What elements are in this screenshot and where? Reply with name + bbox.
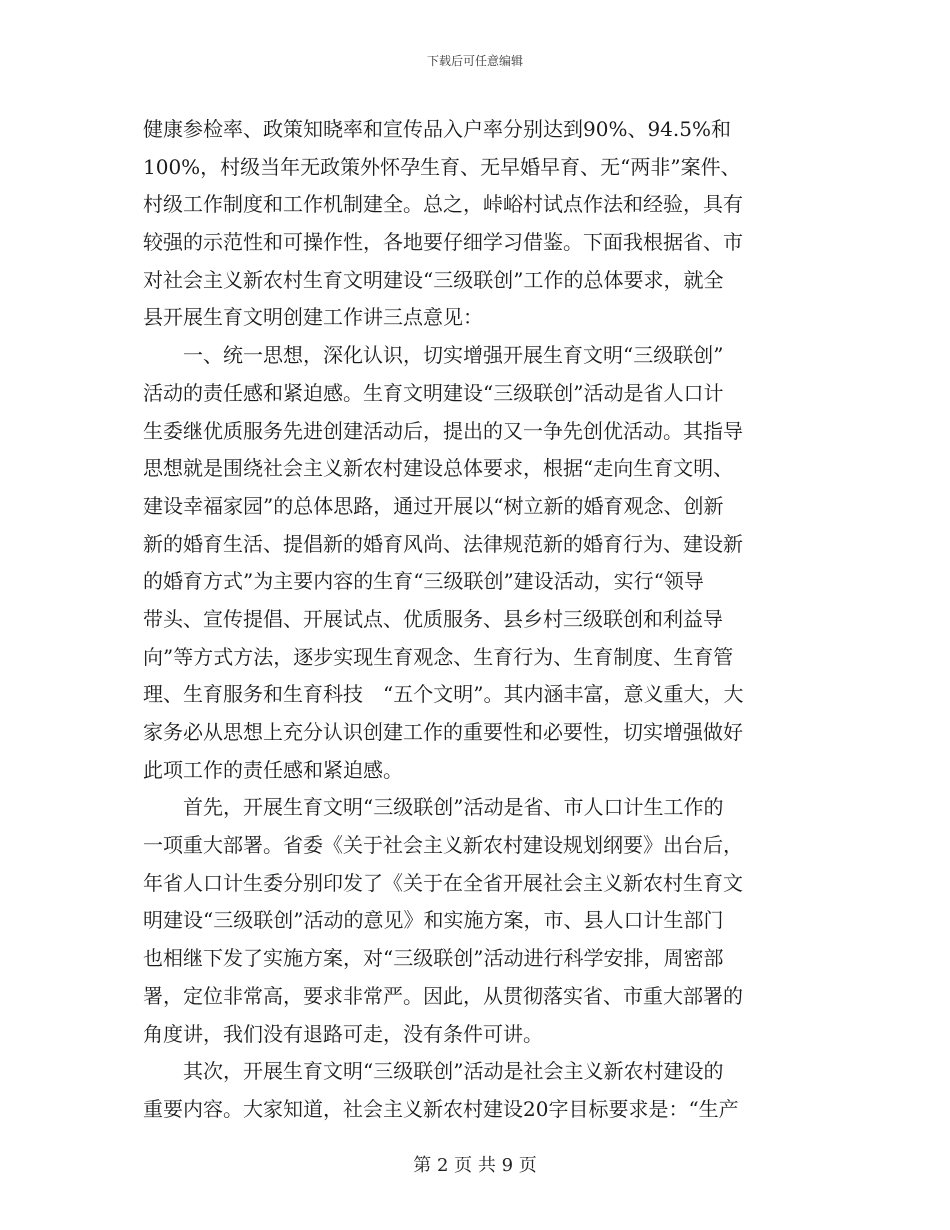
text-line: 建设幸福家园”的总体思路，通过开展以“树立新的婚育观念、创新 xyxy=(143,493,724,518)
text-line: 一、统一思想，深化认识，切实增强开展生育文明“三级联创” xyxy=(143,343,724,368)
text-line: 一项重大部署。省委《关于社会主义新农村建设规划纲要》出台后， xyxy=(143,833,743,858)
document-body xyxy=(143,111,813,1129)
text-line: 活动的责任感和紧迫感。生育文明建设“三级联创”活动是省人口计 xyxy=(143,380,724,405)
page-header: 下载后可任意编辑 xyxy=(426,54,523,68)
text-line: 带头、宣传提倡、开展试点、优质服务、县乡村三级联创和利益导 xyxy=(143,606,723,631)
text-line: 村级工作制度和工作机制建全。总之，峠峪村试点作法和经验，具有 xyxy=(143,192,743,217)
text-line: 理、生育服务和生育科技 “五个文明”。其内涵丰富，意义重大，大 xyxy=(143,682,744,707)
text-line: 健康参检率、政策知晓率和宣传品入户率分别达到90%、94.5%和 xyxy=(143,117,731,141)
text-line: 首先，开展生育文明“三级联创”活动是省、市人口计生工作的 xyxy=(143,795,724,820)
text-line: 其次，开展生育文明“三级联创”活动是社会主义新农村建设的 xyxy=(143,1059,724,1084)
text-line: 县开展生育文明创建工作讲三点意见： xyxy=(143,305,483,330)
text-line: 新的婚育生活、提倡新的婚育风尚、法律规范新的婚育行为、建设新 xyxy=(143,531,743,556)
text-line: 的婚育方式”为主要内容的生育“三级联创”建设活动，实行“领导 xyxy=(143,569,704,594)
text-line: 向”等方式方法，逐步实现生育观念、生育行为、生育制度、生育管 xyxy=(143,644,734,669)
text-line: 较强的示范性和可操作性，各地要仔细学习借鉴。下面我根据省、市 xyxy=(143,230,743,255)
text-line: 角度讲，我们没有退路可走，没有条件可讲。 xyxy=(143,1021,543,1046)
text-line: 此项工作的责任感和紧迫感。 xyxy=(143,757,403,782)
text-line: 生委继优质服务先进创建活动后，提出的又一争先创优活动。其指导 xyxy=(143,418,743,443)
text-line: 年省人口计生委分别印发了《关于在全省开展社会主义新农村生育文 xyxy=(143,870,743,895)
page-footer: 第 2 页 共 9 页 xyxy=(413,1155,537,1176)
text-line: 思想就是围绕社会主义新农村建设总体要求，根据“走向生育文明、 xyxy=(143,456,734,481)
text-line: 重要内容。大家知道，社会主义新农村建设20字目标要求是：“生产 xyxy=(143,1096,739,1121)
text-line: 对社会主义新农村生育文明建设“三级联创”工作的总体要求，就全 xyxy=(143,267,724,292)
text-line: 也相继下发了实施方案，对“三级联创”活动进行科学安排，周密部 xyxy=(143,946,724,971)
text-line: 家务必从思想上充分认识创建工作的重要性和必要性，切实增强做好 xyxy=(143,720,743,744)
text-line: 明建设“三级联创”活动的意见》和实施方案，市、县人口计生部门 xyxy=(143,908,724,933)
text-line: 100%，村级当年无政策外怀孕生育、无早婚早育、无“两非”案件、 xyxy=(143,154,741,179)
text-line: 署，定位非常高，要求非常严。因此，从贯彻落实省、市重大部署的 xyxy=(143,983,743,1008)
